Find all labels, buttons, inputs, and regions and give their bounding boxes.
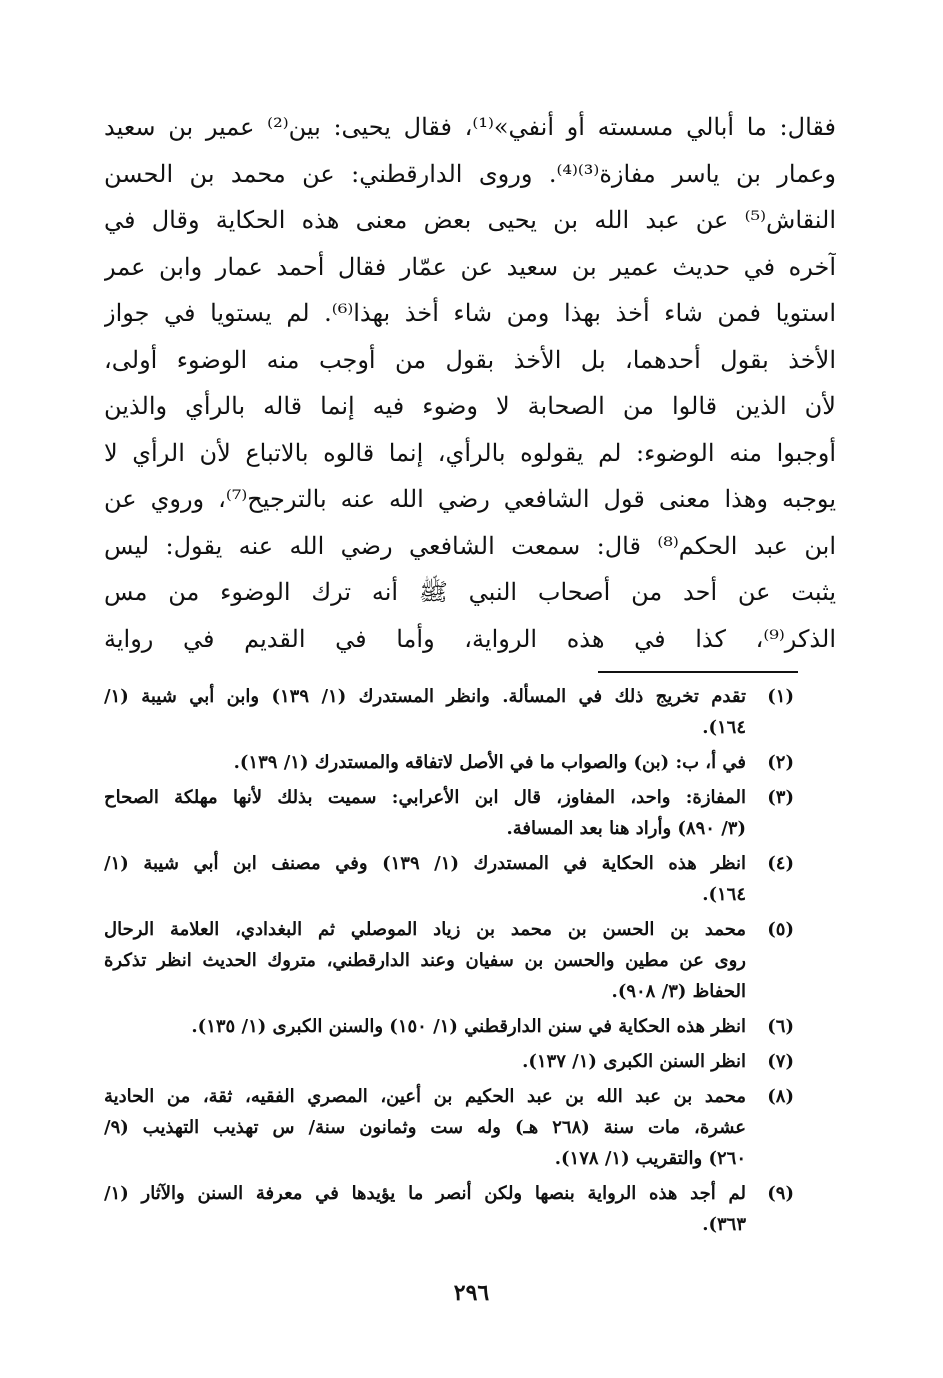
main-line: أوجبوا منه الوضوء: لم يقولوه بالرأي، إنما قالوه بالاتباع لأن الرأي لا [104,438,836,467]
main-text [104,104,836,662]
footnote [104,747,794,778]
footnote-line: ٢٦٠) والتقريب (١/ ١٧٨). [554,1148,746,1169]
footnote-line: محمد بن عبد الله بن عبد الحكيم بن أعين، المصري الفقيه، ثقة، من الحادية [104,1086,746,1107]
footnote-line: الحفاظ (٣/ ٩٠٨). [611,981,746,1002]
main-line: يوجبه وهذا معنى قول الشافعي رضي الله عنه بالترجيح⁽⁷⁾، وروي عن [104,485,836,513]
footnote-number: (٢) [767,752,794,773]
footnote [104,782,794,844]
footnote-text [104,914,746,1007]
main-line: لأن الذين قالوا من الصحابة لا وضوء فيه إنما قاله بالرأي والذين [104,392,836,420]
footnote-number: (٣) [767,787,794,808]
footnote-line: عشرة، مات سنة (٢٦٨ هـ) وله ست وثمانون سنة/ س تهذيب التهذيب (٩/ [104,1117,746,1138]
main-line: وعمار بن ياسر مفازة⁽³⁾⁽⁴⁾. وروى الدارقطني: عن محمد بن الحسن [104,159,836,188]
footnote-text [104,1081,746,1174]
footnote [104,1081,794,1174]
footnote-separator [598,671,798,673]
footnote-line: انظر هذه الحكاية في المستدرك (١/ ١٣٩) وفي مصنف ابن أبي شيبة (١/ [104,853,746,874]
footnote-line: (٣/ ٨٩٠) وأراد هنا بعد المسافة. [506,818,746,839]
main-line: يثبت عن أحد من أصحاب النبي ﷺ أنه ترك الوضوء من مس [104,578,836,606]
footnote-number: (٥) [767,919,794,940]
footnote-number: (١) [767,686,794,707]
footnote [104,1046,794,1077]
footnote-text [104,1011,746,1042]
footnote-text [104,681,746,743]
main-line: استويا فمن شاء أخذ بهذا ومن شاء أخذ بهذا⁽⁶⁾. لم يستويا في جواز [104,299,836,327]
footnote-text [104,782,746,844]
footnote-line: تقدم تخريج ذلك في المسألة. وانظر المستدرك (١/ ١٣٩) وابن أبي شيبة (١/ [104,686,746,707]
main-line: النقاش⁽⁵⁾ عن عبد الله بن يحيى بعض معنى هذه الحكاية وقال في [104,206,836,234]
footnote-text [104,747,746,778]
main-line: فقال: ما أبالي مسسته أو أنفي»⁽¹⁾، فقال يحيى: بين⁽²⁾ عمير بن سعيد [104,113,836,141]
footnote-line: ٣٦٣). [702,1214,746,1235]
footnote-line: المفازة: واحد، المفاوز، قال ابن الأعرابي: سميت بذلك لأنها مهلكة الصحاح [104,787,746,808]
footnote-text [104,1046,746,1077]
footnote-line: ١٦٤). [702,717,746,738]
footnote [104,848,794,910]
main-line: الأخذ بقول أحدهما، بل الأخذ بقول من أوجب منه الوضوء أولى، [104,345,836,374]
page-number: ٢٩٦ [453,1280,490,1306]
main-line: ابن عبد الحكم⁽⁸⁾ قال: سمعت الشافعي رضي الله عنه يقول: ليس [104,531,836,560]
footnote-line: روى عن مطين والحسن بن سفيان وعند الدارقطني، متروك الحديث انظر تذكرة [104,950,746,971]
footnote-number: (٧) [767,1051,794,1072]
footnote [104,1011,794,1042]
footnote-text [104,1178,746,1240]
footnote-number: (٨) [767,1086,794,1107]
footnote-line: انظر السنن الكبرى (١/ ١٣٧). [522,1051,746,1072]
footnote-line: انظر هذه الحكاية في سنن الدارقطني (١/ ١٥٠) والسنن الكبرى (١/ ١٣٥). [191,1016,746,1037]
footnote-line: محمد بن الحسن بن محمد بن زياد الموصلي ثم البغدادي، العلامة الرحال [104,919,746,940]
footnote-number: (٦) [767,1016,794,1037]
footnote [104,914,794,1007]
footnotes [104,681,794,1244]
footnote-line: ١٦٤). [702,884,746,905]
footnote [104,681,794,743]
main-line: آخره في حديث عمير بن سعيد عن عمّار فقال أحمد عمار وابن عمر [104,252,836,281]
footnote-number: (٤) [767,853,794,874]
footnote [104,1178,794,1240]
footnote-text [104,848,746,910]
main-line: الذكر⁽⁹⁾، كذا في هذه الرواية، وأما في القديم في رواية [104,624,836,653]
footnote-line: في أ، ب: (بن) والصواب ما في الأصل لاتفاقه والمستدرك (١/ ١٣٩). [233,752,746,773]
footnote-line: لم أجد هذه الرواية بنصها ولكن أنصر ما يؤيدها في معرفة السنن والآثار (١/ [104,1183,746,1204]
footnote-number: (٩) [767,1183,794,1204]
